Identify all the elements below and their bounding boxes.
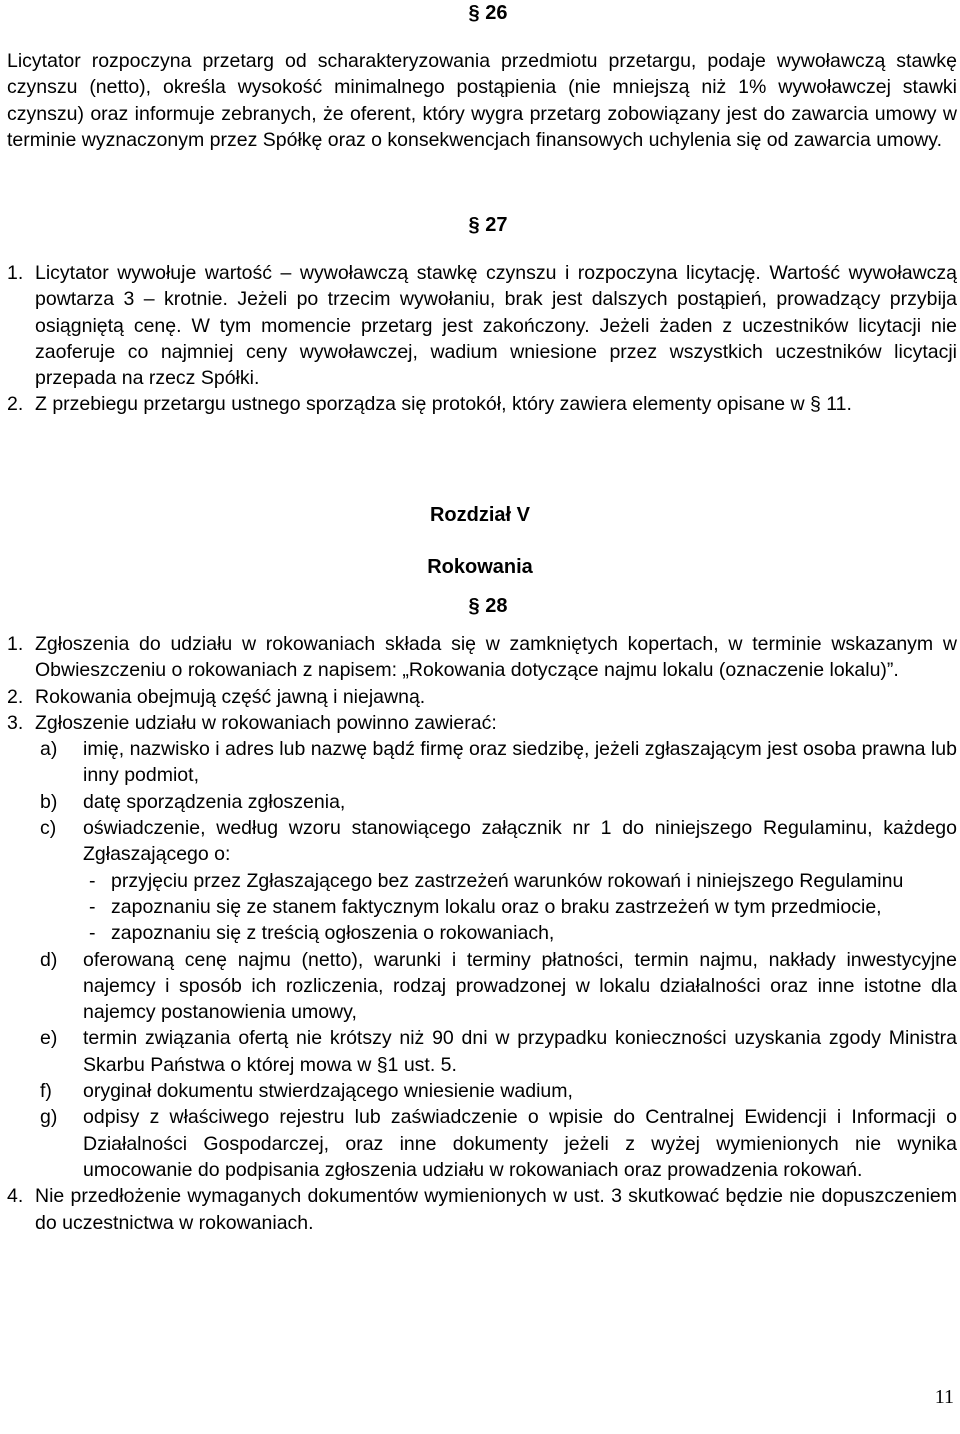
sub-item-f xyxy=(7,1078,957,1104)
dash-item-text: przyjęciu przez Zgłaszającego bez zastrzeżeń warunków rokowań i niniejszego Regulaminu xyxy=(111,869,904,892)
item-text: Zgłoszenie udziału w rokowaniach powinno zawierać: xyxy=(35,711,497,734)
sub-item-e xyxy=(7,1025,957,1078)
section-27-list xyxy=(7,260,957,418)
sub-item-text: imię, nazwisko i adres lub nazwę bądź firmę oraz siedzibę, jeżeli zgłaszającym jest osoba prawna lub inny podmiot, xyxy=(83,738,957,787)
dash-marker: - xyxy=(89,922,96,945)
list-item xyxy=(7,260,957,391)
sub-item-text: odpisy z właściwego rejestru lub zaświadczenie o wpisie do Centralnej Ewidencji i Informacji o Działalności Gospodarczej, oraz inne dokumenty jeżeli z wyżej wymienionych nie wynika umocowanie do podpisania zgłoszenia udziału w rokowaniach oraz prowadzenia rokowań. xyxy=(83,1106,957,1181)
dash-item xyxy=(7,868,957,894)
section-number: § 27 xyxy=(468,214,508,236)
dash-marker: - xyxy=(89,869,96,892)
section-heading-27 xyxy=(0,212,960,238)
sub-item-text: oświadczenie, według wzoru stanowiącego załącznik nr 1 do niniejszego Regulaminu, każdego Zgłaszającego o: xyxy=(83,817,957,866)
list-item xyxy=(7,631,957,684)
chapter-title: Rozdział V xyxy=(429,504,530,526)
sub-item-g xyxy=(7,1104,957,1183)
list-item xyxy=(7,1183,957,1236)
sub-item-letter: e) xyxy=(40,1027,58,1050)
sub-item-d xyxy=(7,947,957,1026)
item-text: Z przebiegu przetargu ustnego sporządza się protokół, który zawiera elementy opisane w § 11. xyxy=(35,393,852,416)
section-number: § 26 xyxy=(468,2,508,24)
dash-item-text: zapoznaniu się ze stanem faktycznym lokalu oraz o braku zastrzeżeń w tym przedmiocie, xyxy=(111,895,882,918)
section-number: § 28 xyxy=(468,595,508,617)
page-number: 11 xyxy=(934,1386,954,1408)
sub-item-text: oferowaną cenę najmu (netto), warunki i terminy płatności, termin najmu, nakłady inwestycyjne najemcy i sposób ich rozliczenia, rodzaj prowadzonej w lokalu działalności oraz inne istotne dla najemcy postanowienia umowy, xyxy=(83,948,957,1024)
section-28-list xyxy=(7,631,957,1236)
item-text: Zgłoszenia do udziału w rokowaniach składa się w zamkniętych kopertach, w terminie wskazanym w Obwieszczeniu o rokowaniach z napisem: „Rokowania dotyczące najmu lokalu (oznaczenie lokalu)”. xyxy=(35,633,957,682)
item-number: 4. xyxy=(7,1185,24,1208)
dash-marker: - xyxy=(89,895,96,918)
sub-item-text: oryginał dokumentu stwierdzającego wniesienie wadium, xyxy=(83,1080,573,1103)
section-heading-26 xyxy=(0,0,960,26)
item-number: 1. xyxy=(7,633,24,655)
item-number: 2. xyxy=(7,393,24,416)
item-text: Nie przedłożenie wymaganych dokumentów wymienionych w ust. 3 skutkować będzie nie dopuszczeniem do uczestnictwa w rokowaniach. xyxy=(35,1185,957,1234)
sub-item-a xyxy=(7,736,957,789)
section-26-paragraph: Licytator rozpoczyna przetarg od scharakteryzowania przedmiotu przetargu, podaje wywoławczą stawkę czynszu (netto), określa wysokość minimalnego postąpienia (nie mniejszą niż 1% wywoławczej stawki czynszu) oraz informuje zebranych, że oferent, który wygra przetarg zobowiązany jest do zawarcia umowy w terminie wyznaczonym przez Spółkę oraz o konsekwencjach finansowych uchylenia się od zawarcia umowy. xyxy=(7,50,957,151)
section-heading-28 xyxy=(0,593,960,619)
chapter-subtitle: Rokowania xyxy=(427,556,533,578)
sub-item-letter: b) xyxy=(40,790,58,813)
item-number: 2. xyxy=(7,685,24,708)
list-item xyxy=(7,391,957,417)
item-number: 3. xyxy=(7,711,24,734)
sub-item-letter: d) xyxy=(40,948,58,971)
sub-item-text: termin związania ofertą nie krótszy niż 90 dni w przypadku konieczności uzyskania zgody Ministra Skarbu Państwa o której mowa w §1 ust. 5. xyxy=(83,1027,957,1076)
list-item xyxy=(7,684,957,710)
item-text: Rokowania obejmują część jawną i niejawną. xyxy=(35,685,426,708)
list-item xyxy=(7,710,957,736)
sub-item-letter: c) xyxy=(40,817,57,840)
sub-item-text: datę sporządzenia zgłoszenia, xyxy=(83,790,346,813)
sub-item-b xyxy=(7,789,957,815)
sub-item-c xyxy=(7,815,957,868)
dash-item xyxy=(7,920,957,946)
sub-item-letter: g) xyxy=(40,1106,58,1129)
item-text: Licytator wywołuje wartość – wywoławczą stawkę czynszu i rozpoczyna licytację. Wartość wywoławczą powtarza 3 – krotnie. Jeżeli po trzecim wywołaniu, brak jest dalszych postąpień, prowadzący przybija osiągniętą cenę. W tym momencie przetarg jest zakończony. Jeżeli żaden z uczestników licytacji nie zaoferuje co najmniej ceny wywoławczej, wadium wniesione przez wszystkich uczestników licytacji przepada na rzecz Spółki. xyxy=(35,262,957,390)
sub-item-letter: f) xyxy=(40,1080,52,1103)
dash-item xyxy=(7,894,957,920)
item-number: 1. xyxy=(7,262,24,284)
dash-item-text: zapoznaniu się z treścią ogłoszenia o rokowaniach, xyxy=(111,922,555,945)
sub-item-letter: a) xyxy=(40,738,58,761)
